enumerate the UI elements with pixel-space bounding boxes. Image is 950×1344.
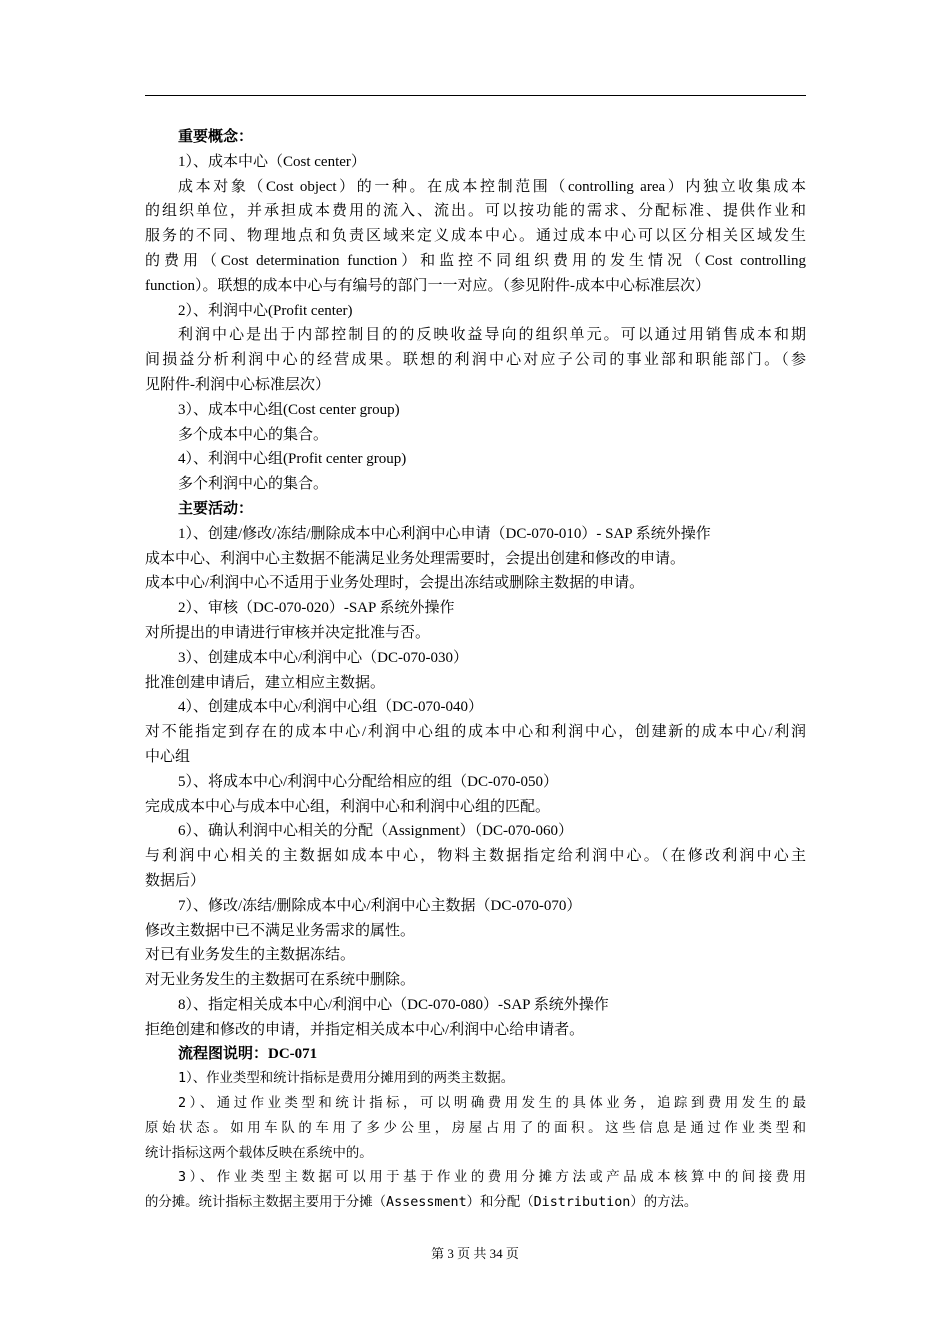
text-line: 8）、指定相关成本中心/利润中心（DC-070-080）-SAP 系统外操作 [178, 996, 609, 1013]
text-line: 见附件-利润中心标准层次） [145, 376, 330, 393]
text-line: 5）、将成本中心/利润中心分配给相应的组（DC-070-050） [178, 773, 558, 790]
text-line: 与利润中心相关的主数据如成本中心，物料主数据指定给利润中心。（在修改利润中心主 [145, 848, 806, 865]
text-line: 服务的不同、物理地点和负责区域来定义成本中心。通过成本中心可以区分相关区域发生 [145, 228, 806, 245]
text-line: 4）、利润中心组(Profit center group) [178, 451, 407, 468]
text-line: 4）、创建成本中心/利润中心组（DC-070-040） [178, 699, 483, 716]
text-line: 3）、成本中心组(Cost center group) [178, 401, 400, 418]
text-line: 多个利润中心的集合。 [178, 476, 329, 493]
text-line: 1）、作业类型和统计指标是费用分摊用到的两类主数据。 [178, 1071, 515, 1087]
text-line: 6）、确认利润中心相关的分配（Assignment）（DC-070-060） [178, 823, 573, 840]
text-line: 多个成本中心的集合。 [178, 426, 329, 443]
text-line: 3）、作业类型主数据可以用于基于作业的费用分摊方法或产品成本核算中的间接费用 [178, 1170, 806, 1186]
text-line: 成本中心/利润中心不适用于业务处理时，会提出冻结或删除主数据的申请。 [145, 575, 645, 592]
text-line: 对已有业务发生的主数据冻结。 [145, 947, 356, 964]
text-line: 批准创建申请后，建立相应主数据。 [145, 674, 386, 691]
section-heading: 主要活动： [178, 500, 254, 517]
text-line: 利润中心是出于内部控制目的的反映收益导向的组织单元。可以通过用销售成本和期 [178, 327, 806, 344]
text-line: 拒绝创建和修改的申请，并指定相关成本中心/利润中心给申请者。 [145, 1021, 585, 1038]
text-line: 1）、成本中心（Cost center） [178, 153, 366, 170]
text-line: 2）、审核（DC-070-020）-SAP 系统外操作 [178, 600, 455, 617]
text-line: 对不能指定到存在的成本中心/利润中心组的成本中心和利润中心，创建新的成本中心/利润 [145, 724, 806, 741]
section-heading: 重要概念： [178, 129, 254, 145]
header-rule [145, 95, 806, 96]
text-line: 完成成本中心与成本中心组，利润中心和利润中心组的匹配。 [145, 798, 551, 815]
text-line: 对所提出的申请进行审核并决定批准与否。 [145, 624, 431, 641]
text-line: 中心组 [145, 748, 191, 765]
text-line: 成本中心、利润中心主数据不能满足业务处理需要时，会提出创建和修改的申请。 [145, 550, 686, 567]
text-line: 成本对象（Cost object）的一种。在成本控制范围（controlling area）内独立收集成本 [178, 178, 806, 195]
text-line: 对无业务发生的主数据可在系统中删除。 [145, 972, 416, 989]
text-line: 的分摊。统计指标主数据主要用于分摊（Assessment）和分配（Distribution）的方法。 [145, 1195, 698, 1211]
document-body [145, 125, 806, 1216]
text-line: 1）、创建/修改/冻结/删除成本中心利润中心申请（DC-070-010）- SAP 系统外操作 [178, 525, 711, 542]
text-line: 数据后） [145, 872, 206, 889]
section-heading: 流程图说明：DC-071 [178, 1046, 318, 1063]
text-line: 原始状态。如用车队的车用了多少公里，房屋占用了的面积。这些信息是通过作业类型和 [145, 1120, 806, 1136]
text-line: 2）、利润中心(Profit center) [178, 302, 353, 319]
text-line: 7）、修改/冻结/删除成本中心/利润中心主数据（DC-070-070） [178, 897, 582, 914]
text-line: function）。联想的成本中心与有编号的部门一一对应。（参见附件-成本中心标准层次） [145, 277, 710, 294]
text-line: 间损益分析利润中心的经营成果。联想的利润中心对应子公司的事业部和职能部门。（参 [145, 352, 806, 369]
text-line: 修改主数据中已不满足业务需求的属性。 [145, 922, 416, 939]
text-line: 的费用（Cost determination function）和监控不同组织费用的发生情况（Cost controlling [145, 252, 806, 269]
page-footer: 第 3 页 共 34 页 [431, 1246, 519, 1261]
text-line: 统计指标这两个载体反映在系统中的。 [145, 1145, 373, 1161]
text-line: 3）、创建成本中心/利润中心（DC-070-030） [178, 649, 468, 666]
text-line: 2）、通过作业类型和统计指标，可以明确费用发生的具体业务，追踪到费用发生的最 [178, 1096, 806, 1112]
text-line: 的组织单位，并承担成本费用的流入、流出。可以按功能的需求、分配标准、提供作业和 [145, 203, 806, 220]
